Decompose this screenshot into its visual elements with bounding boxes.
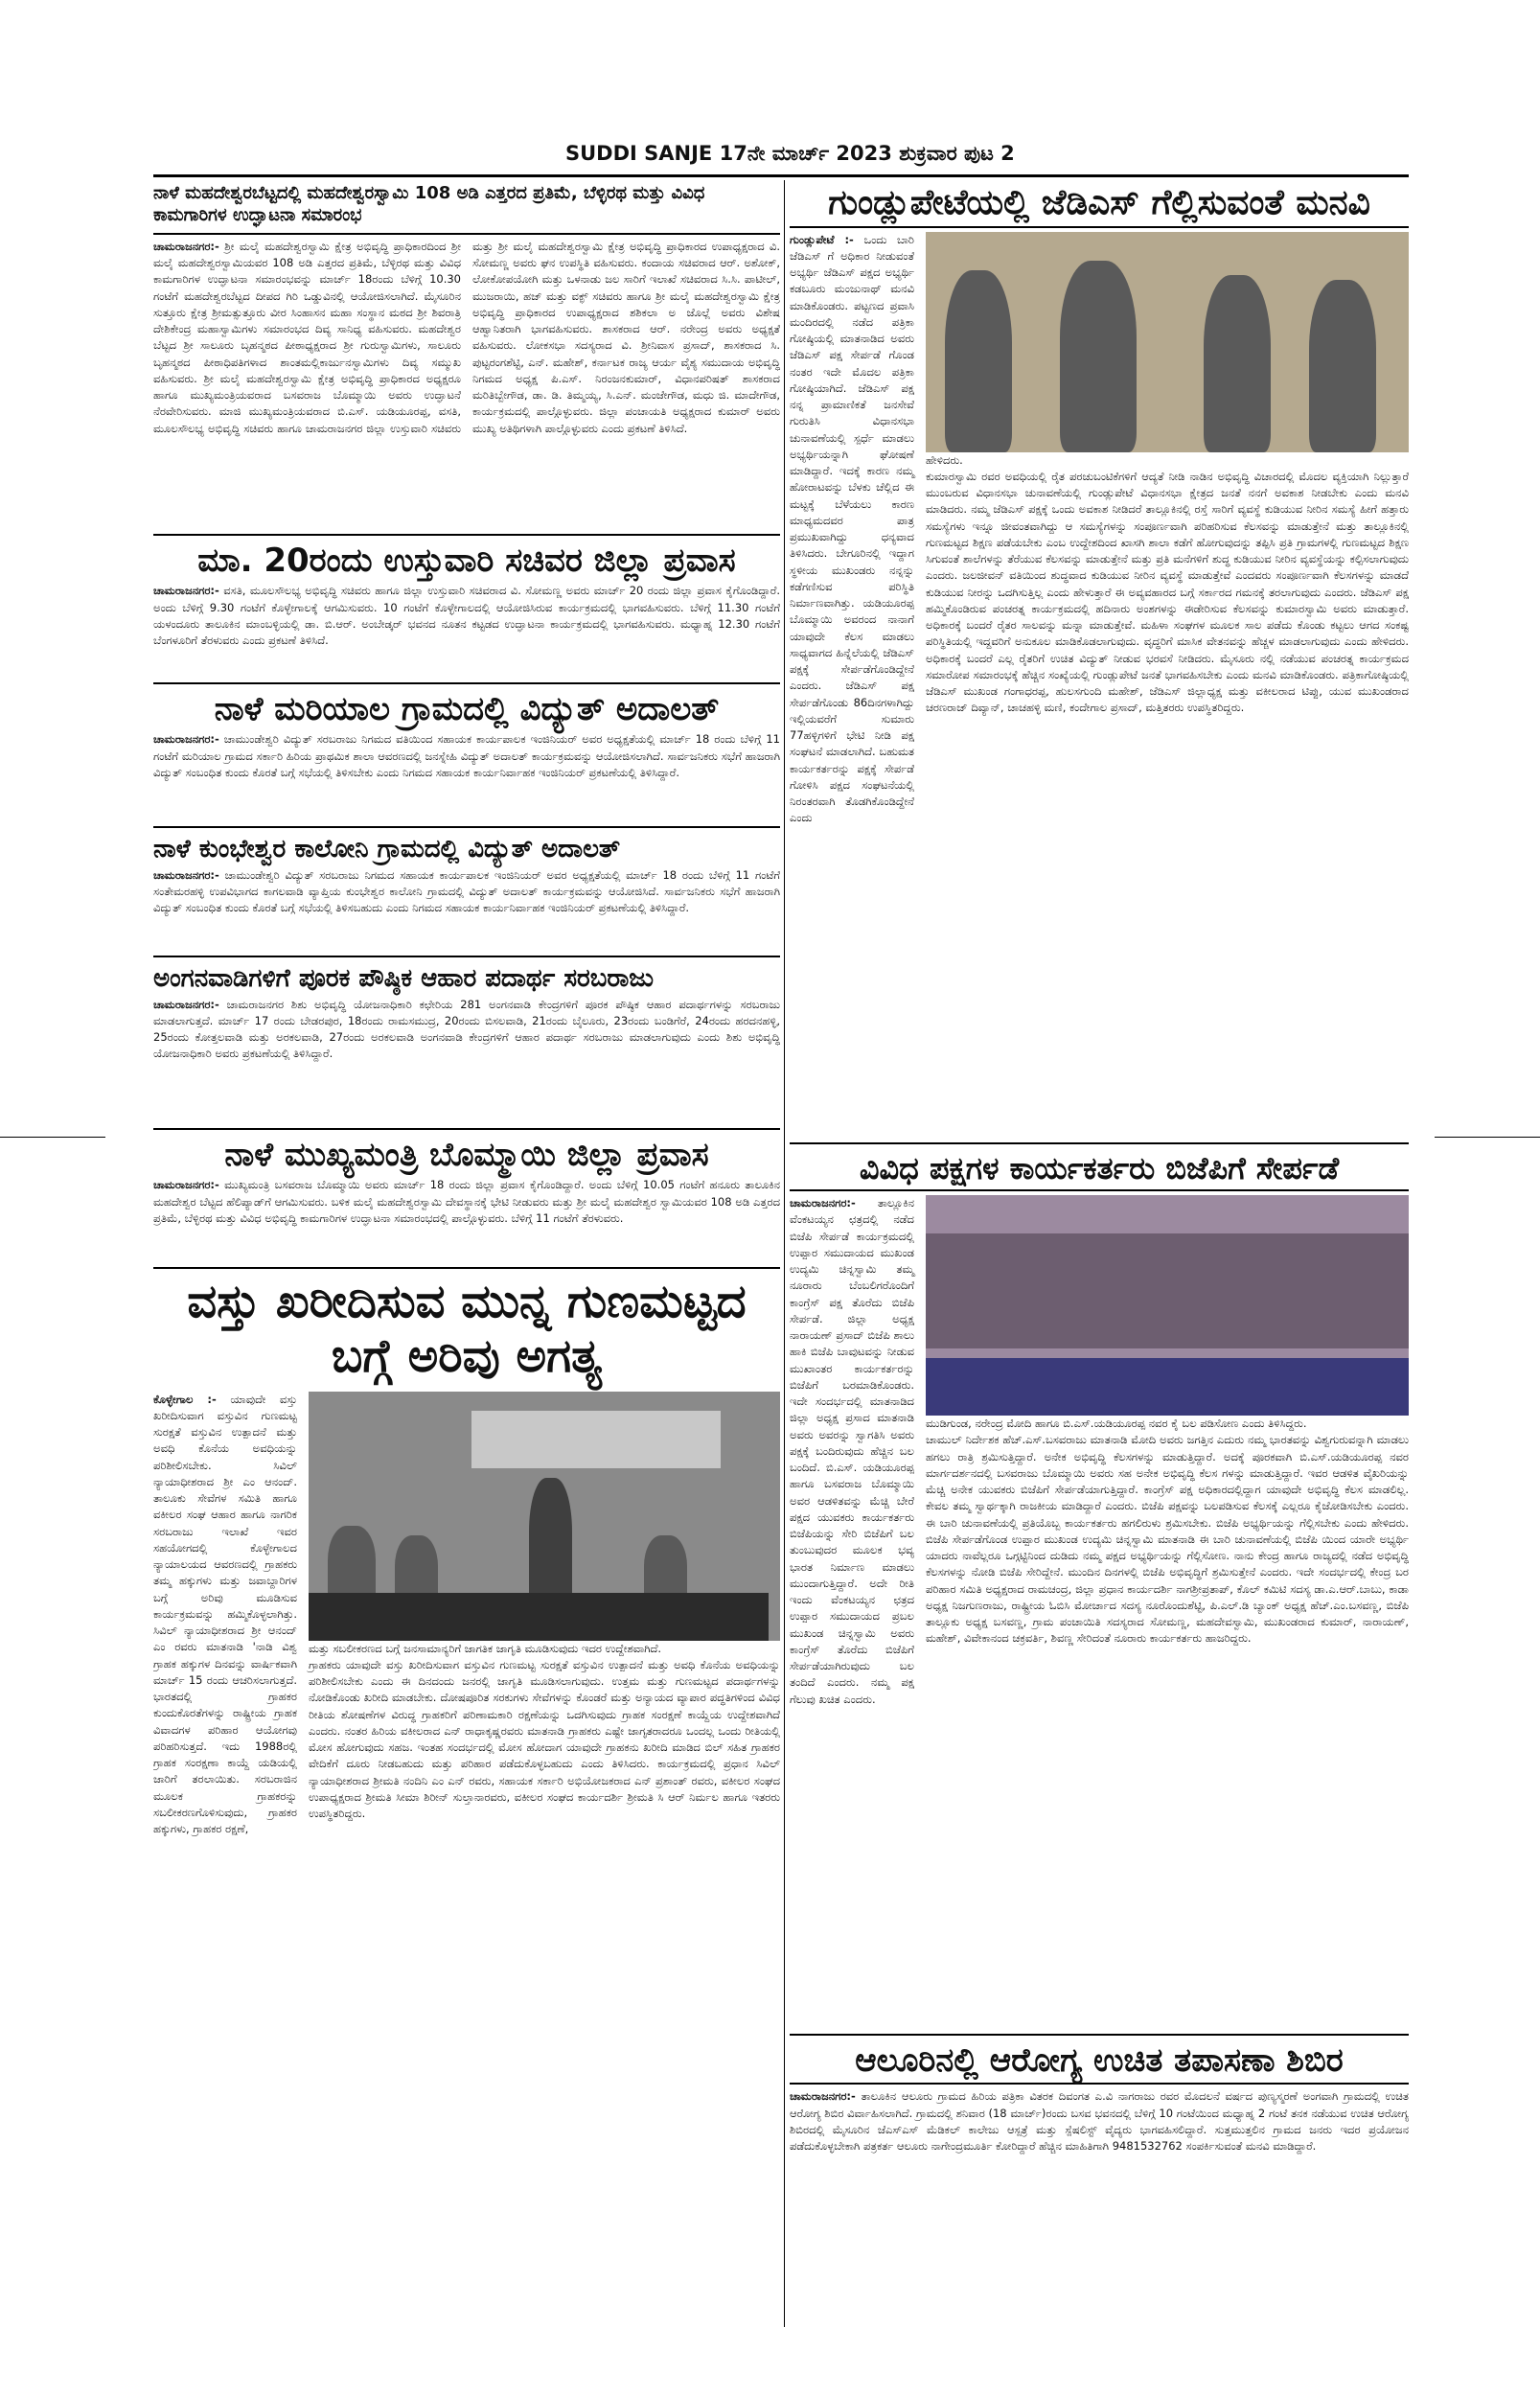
narrow-column [790,1195,914,1708]
top-rule [153,174,1409,177]
article-mahadeshwara [153,180,780,530]
newspaper-page [153,134,1409,2329]
person-shape [1204,275,1271,452]
article-headline: ಆಲೂರಿನಲ್ಲಿ ಆರೋಗ್ಯ ಉಚಿತ ತಪಾಸಣಾ ಶಿಬಿರ [855,2041,1344,2080]
divider [790,226,1409,228]
article-body [790,2088,1409,2154]
masthead-name: SUDDI SANJE [565,142,713,165]
dateline: ಕೊಳ್ಳೇಗಾಲ :- [153,1392,217,1406]
narrow-column [790,232,914,827]
article-anganwadi [153,961,780,1124]
article-body: ಗ್ರಾಹಕರು ಯಾವುದೇ ವಸ್ತು ಖರೀದಿಸುವಾಗ ವಸ್ತುವಿನ ಗುಣಮಟ್ಟ ಸುರಕ್ಷತೆ ವಸ್ತುವಿನ ಉತ್ಪಾದನೆ ಮತ್ತು ಅವಧಿ ಕೊನೆಯ ಅವಧಿಯನ್ನು ಪರಿಶೀಲಿಸಬೇಕು ಎಂದು ಈ ದಿನದಂದು ಜನರಲ್ಲಿ ಜಾಗೃತಿ ಮೂಡಿಸಲಾಗುವುದು. ಉತ್ತಮ ಮತ್ತು ಗುಣಮಟ್ಟದ ಪದಾರ್ಥಗಳನ್ನು ನೋಡಿಕೊಂಡು ಖರೀದಿ ಮಾಡಬೇಕು. ದೋಷಪೂರಿತ ಸರಕುಗಳು ಸೇವೆಗಳನ್ನು ಕೊಂಡರೆ ಮತ್ತು ಅನ್ಯಾಯದ ವ್ಯಾಪಾರ ಪದ್ಧತಿಗಳಿಂದ ವಿವಿಧ ರೀತಿಯ ಶೋಷಣೆಗಳ ವಿರುದ್ಧ ಗ್ರಾಹಕರಿಗೆ ಪರಿಣಾಮಕಾರಿ ರಕ್ಷಣೆಯನ್ನು ಒದಗಿಸುವುದು ಗ್ರಾಹಕ ಸಂರಕ್ಷಣೆ ಕಾಯ್ದೆಯ ಉದ್ದೇಶವಾಗಿದೆ ಎಂದರು. ನಂತರ ಹಿರಿಯ ವಕೀಲರಾದ ಎನ್ ರಾಧಾಕೃಷ್ಣರವರು ಮಾತನಾಡಿ ಗ್ರಾಹಕರು ಎಷ್ಟೇ ಜಾಗೃತರಾದರೂ ಒಂದಲ್ಲ ಒಂದು ರೀತಿಯಲ್ಲಿ ಮೋಸ ಹೋಗುವುದು ಸಹಜ. ಇಂತಹ ಸಂದರ್ಭದಲ್ಲಿ ಮೋಸ ಹೋದಾಗ ಯಾವುದೇ ಗ್ರಾಹಕನು ಖರೀದಿ ಮಾಡಿದ ಬಿಲ್ ಸಹಿತ ಗ್ರಾಹಕರ ವೇದಿಕೆಗೆ ದೂರು ನೀಡಬಹುದು ಮತ್ತು ಪರಿಹಾರ ಪಡೆದುಕೊಳ್ಳಬಹುದು ಎಂದು ತಿಳಿಸಿದರು. ಕಾರ್ಯಕ್ರಮದಲ್ಲಿ ಪ್ರಧಾನ ಸಿವಿಲ್ ನ್ಯಾಯಾಧೀಶರಾದ ಶ್ರೀಮತಿ ನಂದಿನಿ ಎಂ ಎನ್ ರವರು, ಸಹಾಯಕ ಸರ್ಕಾರಿ ಅಭಿಯೋಜಕರಾದ ಎನ್ ಪ್ರಶಾಂತ್ ರವರು, ವಕೀಲರ ಸಂಘದ ಉಪಾಧ್ಯಕ್ಷರಾದ ಶ್ರೀಮತಿ ಸೀಮಾ ಶಿರೀನ್ ಸುಲ್ತಾನಾರವರು, ವಕೀಲರ ಸಂಘದ ಕಾರ್ಯದರ್ಶಿ ಶ್ರೀಮತಿ ಸಿ ಆರ್ ನಿರ್ಮಲ ಹಾಗೂ ಇತರರು ಉಪಸ್ಥಿತರಿದ್ದರು. [309,1657,780,1821]
article-text: ಚಾಮುಂಡೇಶ್ವರಿ ವಿದ್ಯುತ್ ಸರಬರಾಜು ನಿಗಮದ ವತಿಯಿಂದ ಸಹಾಯಕ ಕಾರ್ಯಪಾಲಕ ಇಂಜಿನಿಯರ್ ಅವರ ಅಧ್ಯಕ್ಷತೆಯಲ್ಲಿ ಮಾರ್ಚ್ 18 ರಂದು ಬೆಳಿಗ್ಗೆ 11 ಗಂಟೆಗೆ ಮರಿಯಾಲ ಗ್ರಾಮದ ಸರ್ಕಾರಿ ಹಿರಿಯ ಪ್ರಾಥಮಿಕ ಶಾಲಾ ಆವರಣದಲ್ಲಿ ಜನಸ್ನೇಹಿ ವಿದ್ಯುತ್ ಅದಾಲತ್ ಕಾರ್ಯಕ್ರಮವನ್ನು ಆಯೋಜಿಸಲಾಗಿದೆ. ಸಾರ್ವಜನಿಕರು ಸಭೆಗೆ ಹಾಜರಾಗಿ ವಿದ್ಯುತ್ ಸಂಬಂಧಿತ ಕುಂದು ಕೊರತೆ ಬಗ್ಗೆ ಸಭೆಯಲ್ಲಿ ತಿಳಿಸಬೇಕು ಎಂದು ನಿಗಮದ ಸಹಾಯಕ ಕಾರ್ಯನಿರ್ವಾಹಕ ಇಂಜಿನಿಯರ್ ಪ್ರಕಟಣೆಯಲ್ಲಿ ತಿಳಿಸಿದ್ದಾರೆ. [153,732,780,779]
person-shape [1060,261,1137,452]
dateline: ಚಾಮರಾಜನಗರ:- [153,584,219,598]
article-body [153,731,780,781]
article-jds-appeal [790,180,1409,1139]
dateline: ಗುಂಡ್ಲುಪೇಟೆ :- [790,232,854,246]
floor-shape [926,1358,1409,1416]
person-shape [529,1478,572,1612]
article-minister-visit [153,540,780,679]
divider [153,233,780,235]
article-headline: ನಾಳೆ ಮುಖ್ಯಮಂತ್ರಿ ಬೊಮ್ಮಾಯಿ ಜಿಲ್ಲಾ ಪ್ರವಾಸ [224,1136,709,1174]
right-column [790,180,1409,2327]
article-body [153,867,780,917]
article-headline: ನಾಳೆ ಮಹದೇಶ್ವರಬೆಟ್ಟದಲ್ಲಿ ಮಹದೇಶ್ವರಸ್ವಾಮಿ 108 ಅಡಿ ಎತ್ತರದ ಪ್ರತಿಮೆ, ಬೆಳ್ಳಿರಥ ಮತ್ತು ವಿವಿಧ ಕಾಮಗಾರಿಗಳ ಉದ್ಘಾಟನಾ ಸಮಾರಂಭ [153,183,705,226]
divider [153,1128,780,1130]
person-shape [945,270,1012,452]
person-shape [1309,280,1376,452]
article-headline: ಅಂಗನವಾಡಿಗಳಿಗೆ ಪೂರಕ ಪೌಷ್ಠಿಕ ಆಹಾರ ಪದಾರ್ಥ ಸರಬರಾಜು [153,964,655,993]
wide-column [309,1392,780,1838]
article-body [153,583,780,649]
dateline: ಚಾಮರಾಜನಗರ:- [790,1196,856,1210]
article-headline: ಮಾ. 20ರಂದು ಉಸ್ತುವಾರಿ ಸಚಿವರ ಜಿಲ್ಲಾ ಪ್ರವಾಸ [197,541,736,580]
article-body [153,997,780,1063]
article-text: ಯಾವುದೇ ವಸ್ತು ಖರೀದಿಸುವಾಗ ವಸ್ತುವಿನ ಗುಣಮಟ್ಟ ಸುರಕ್ಷತೆ ವಸ್ತುವಿನ ಉತ್ಪಾದನೆ ಮತ್ತು ಅವಧಿ ಕೊನೆಯ ಅವಧಿಯನ್ನು ಪರಿಶೀಲಿಸಬೇಕು. ಸಿವಿಲ್ ನ್ಯಾಯಾಧೀಶರಾದ ಶ್ರೀ ಎಂ ಆನಂದ್. ತಾಲೂಕು ಸೇವೆಗಳ ಸಮಿತಿ ಹಾಗೂ ವಕೀಲರ ಸಂಘ ಆಹಾರ ಹಾಗೂ ನಾಗರಿಕ ಸರಬರಾಜು ಇಲಾಖೆ ಇವರ ಸಹಯೋಗದಲ್ಲಿ ಕೊಳ್ಳೇಗಾಲದ ನ್ಯಾಯಾಲಯದ ಆವರಣದಲ್ಲಿ ಗ್ರಾಹಕರು ತಮ್ಮ ಹಕ್ಕುಗಳು ಮತ್ತು ಜವಾಬ್ದಾರಿಗಳ ಬಗ್ಗೆ ಅರಿವು ಮೂಡಿಸುವ ಕಾರ್ಯಕ್ರಮವನ್ನು ಹಮ್ಮಿಕೊಳ್ಳಲಾಗಿತ್ತು. ಸಿವಿಲ್ ನ್ಯಾಯಾಧೀಶರಾದ ಶ್ರೀ ಆನಂದ್ ಎಂ ರವರು ಮಾತನಾಡಿ 'ನಾಡಿ ವಿಶ್ವ ಗ್ರಾಹಕ ಹಕ್ಕುಗಳ ದಿನವನ್ನು ವಾರ್ಷಿಕವಾಗಿ ಮಾರ್ಚ್ 15 ರಂದು ಆಚರಿಸಲಾಗುತ್ತದೆ. ಭಾರತದಲ್ಲಿ ಗ್ರಾಹಕರ ಕುಂದುಕೊರತೆಗಳನ್ನು ರಾಷ್ಟ್ರೀಯ ಗ್ರಾಹಕ ವಿವಾದಗಳ ಪರಿಹಾರ ಆಯೋಗವು ಪರಿಹರಿಸುತ್ತದೆ. ಇದು 1988ರಲ್ಲಿ ಗ್ರಾಹಕ ಸಂರಕ್ಷಣಾ ಕಾಯ್ದೆ ಯಡಿಯಲ್ಲಿ ಜಾರಿಗೆ ತರಲಾಯಿತು. ಸರಬರಾಜಿನ ಮೂಲಕ ಗ್ರಾಹಕರನ್ನು ಸಬಲೀಕರಣಗೊಳಿಸುವುದು, ಗ್ರಾಹಕರ ಹಕ್ಕುಗಳು, ಗ್ರಾಹಕರ ರಕ್ಷಣೆ, [153,1392,297,1836]
group-photo [926,1195,1409,1416]
dateline: ಚಾಮರಾಜನಗರ:- [153,1178,219,1192]
article-text: ಮುಖ್ಯಮಂತ್ರಿ ಬಸವರಾಜ ಬೊಮ್ಮಾಯಿ ಅವರು ಮಾರ್ಚ್ 18 ರಂದು ಜಿಲ್ಲಾ ಪ್ರವಾಸ ಕೈಗೊಂಡಿದ್ದಾರೆ. ಅಂದು ಬೆಳಿಗ್ಗೆ 10.05 ಗಂಟೆಗೆ ಹನೂರು ತಾಲೂಕಿನ ಮಹದೇಶ್ವರ ಬೆಟ್ಟದ ಹೆಲಿಪ್ಯಾಡ್‌ಗೆ ಆಗಮಿಸುವರು. ಬಳಿಕ ಮಲೈ ಮಹದೇಶ್ವರಸ್ವಾಮಿ ದೇವಸ್ಥಾನಕ್ಕೆ ಭೇಟಿ ನೀಡುವರು ಮತ್ತು ಶ್ರೀ ಮಲೈ ಮಹದೇಶ್ವರ ಸ್ವಾಮಿಯವರ 108 ಅಡಿ ಎತ್ತರದ ಪ್ರತಿಮೆ, ಬೆಳ್ಳಿರಥ ಮತ್ತು ವಿವಿಧ ಅಭಿವೃದ್ಧಿ ಕಾಮಗಾರಿಗಳ ಉದ್ಘಾಟನಾ ಸಮಾರಂಭದಲ್ಲಿ ಪಾಲ್ಗೊಳ್ಳುವರು. ಬೆಳಿಗ್ಗೆ 11 ಗಂಟೆಗೆ ತೆರಳುವರು. [153,1178,780,1225]
wide-column [926,1195,1409,1708]
article-text: ತಾಲೂಕಿನ ಆಲೂರು ಗ್ರಾಮದ ಹಿರಿಯ ಪತ್ರಿಕಾ ವಿತರಕ ದಿವಂಗತ ಎ.ವಿ ನಾಗರಾಜು ರವರ ಮೊದಲನೆ ವರ್ಷದ ಪುಣ್ಯಸ್ಮರಣೆ ಅಂಗವಾಗಿ ಗ್ರಾಮದಲ್ಲಿ ಉಚಿತ ಆರೋಗ್ಯ ಶಿಬಿರ ವಿರ್ವಾಹಿಸಲಾಗಿದೆ. ಗ್ರಾಮದಲ್ಲಿ ಶನಿವಾರ (18 ಮಾರ್ಚ್)ರಂದು ಬಸವ ಭವನದಲ್ಲಿ ಬೆಳಿಗ್ಗೆ 10 ಗಂಟೆಯಿಂದ ಮಧ್ಯಾಹ್ನ 2 ಗಂಟೆ ತನಕ ನಡೆಯುವ ಉಚಿತ ಆರೋಗ್ಯ ಶಿಬಿರದಲ್ಲಿ ಮೈಸೂರಿನ ಜೆಎಸ್‌ಎಸ್ ಮೆಡಿಕಲ್ ಕಾಲೇಜು ಆಸ್ಪತ್ರೆ ಮತ್ತು ಸ್ಪೆಷಲಿಸ್ಟ್ ವೈದ್ಯರು ಭಾಗವಹಿಸಲಿದ್ದಾರೆ. ಸುತ್ತಮುತ್ತಲಿನ ಗ್ರಾಮದ ಜನರು ಇದರ ಪ್ರಯೋಜನ ಪಡೆದುಕೊಳ್ಳಬೇಕಾಗಿ ಪತ್ರಕರ್ತ ಆಲೂರು ನಾಗೇಂದ್ರಮೂರ್ತಿ ಕೋರಿದ್ದಾರೆ ಹೆಚ್ಚಿನ ಮಾಹಿತಿಗಾಗಿ 9481532762 ಸಂಪರ್ಕಿಸುವಂತೆ ಮನವಿ ಮಾಡಿದ್ದಾರೆ. [790,2089,1409,2154]
dateline: ಚಾಮರಾಜನಗರ:- [790,2089,856,2104]
dateline: ಚಾಮರಾಜನಗರ:- [153,997,219,1011]
left-column [153,180,780,2327]
table-shape [309,1593,769,1641]
divider [790,1142,1409,1144]
wide-column [926,232,1409,827]
divider [153,1267,780,1269]
photo-caption: ಮುಡಿಗುಂಡ, ನರೇಂದ್ರ ಮೋದಿ ಹಾಗೂ ಬಿ.ಎಸ್.ಯಡಿಯೂರಪ್ಪ ನವರ ಕೈ ಬಲ ಪಡಿಸೋಣ ಎಂದು ತಿಳಿಸಿದ್ದರು. [926,1417,1307,1431]
article-bjp-joining [790,1148,1409,2030]
article-mariyala-adalat [153,688,780,822]
article-kumbeshwara-adalat [153,832,780,952]
article-headline: ವಿವಿಧ ಪಕ್ಷಗಳ ಕಾರ್ಯಕರ್ತರು ಬಿಜೆಪಿಗೆ ಸೇರ್ಪಡೆ [859,1150,1340,1186]
article-body-split [790,1195,1409,1708]
divider [790,2034,1409,2036]
masthead-date-line: 17ನೇ ಮಾರ್ಚ್ 2023 ಶುಕ್ರವಾರ ಪುಟ 2 [719,142,1015,165]
photo-caption: ಮತ್ತು ಸಬಲೀಕರಣದ ಬಗ್ಗೆ ಜನಸಾಮಾನ್ಯರಿಗೆ ಜಾಗತಿಕ ಜಾಗೃತಿ ಮೂಡಿಸುವುದು ಇದರ ಉದ್ದೇಶವಾಗಿದೆ. [309,1641,662,1655]
article-text: ಶ್ರೀ ಮಲೈ ಮಹದೇಶ್ವರಸ್ವಾಮಿ ಕ್ಷೇತ್ರ ಅಭಿವೃದ್ಧಿ ಪ್ರಾಧಿಕಾರದಿಂದ ಶ್ರೀ ಮಲೈ ಮಹದೇಶ್ವರಸ್ವಾಮಿಯವರ 108 ಅಡಿ ಎತ್ತರದ ಪ್ರತಿಮೆ, ಬೆಳ್ಳಿರಥ ಮತ್ತು ವಿವಿಧ ಕಾಮಗಾರಿಗಳ ಉದ್ಘಾಟನಾ ಸಮಾರಂಭವನ್ನು ಮಾರ್ಚ್ 18ರಂದು ಬೆಳಿಗ್ಗೆ 10.30 ಗಂಟೆಗೆ ಮಹದೇಶ್ವರಬೆಟ್ಟದ ದೀಪದ ಗಿರಿ ಒಡ್ಡುವಿನಲ್ಲಿ ಆಯೋಜಿಸಲಾಗಿದೆ. ಮೈಸೂರಿನ ಸುತ್ತೂರು ಕ್ಷೇತ್ರ ಶ್ರೀಮತ್ಸುತ್ತೂರು ವೀರ ಸಿಂಹಾಸನ ಮಹಾ ಸಂಸ್ಥಾನ ಮಠದ ಶ್ರೀ ಶಿವರಾತ್ರಿ ದೇಶಿಕೇಂದ್ರ ಮಹಾಸ್ವಾಮಿಗಳು ಸಮಾರಂಭದ ದಿವ್ಯ ಸಾನಿಧ್ಯ ವಹಿಸುವರು. ಮಹದೇಶ್ವರ ಬೆಟ್ಟದ ಶ್ರೀ ಸಾಲೂರು ಬೃಹನ್ಮಠದ ಪೀಠಾಧ್ಯಕ್ಷರಾದ ಶ್ರೀ ಗುರುಸ್ವಾಮಿಗಳು, ಸಾಲೂರು ಬೃಹನ್ಮಠದ ಪೀಠಾಧಿಪತಿಗಳಾದ ಶಾಂತಮಲ್ಲಿಕಾರ್ಜುನಸ್ವಾಮಿಗಳು ದಿವ್ಯ ಸಮ್ಮುಖ ವಹಿಸುವರು. ಶ್ರೀ ಮಲೈ ಮಹದೇಶ್ವರಸ್ವಾಮಿ ಕ್ಷೇತ್ರ ಅಭಿವೃದ್ಧಿ ಪ್ರಾಧಿಕಾರದ ಅಧ್ಯಕ್ಷರೂ ಹಾಗೂ ಮುಖ್ಯಮಂತ್ರಿಯವರಾದ ಬಸವರಾಜ ಬೊಮ್ಮಾಯಿ ಅವರು ಉದ್ಘಾಟನೆ ನೆರವೇರಿಸುವರು. ಮಾಜಿ ಮುಖ್ಯಮಂತ್ರಿಯವರಾದ ಬಿ.ಎಸ್. ಯಡಿಯೂರಪ್ಪ, ವಸತಿ, ಮೂಲಸೌಲಭ್ಯ ಅಭಿವೃದ್ಧಿ ಸಚಿವರು ಹಾಗೂ ಚಾಮರಾಜನಗರ ಜಿಲ್ಲಾ ಉಸ್ತುವಾರಿ ಸಚಿವರು ಮತ್ತು ಶ್ರೀ ಮಲೈ ಮಹದೇಶ್ವರಸ್ವಾಮಿ ಕ್ಷೇತ್ರ ಅಭಿವೃದ್ಧಿ ಪ್ರಾಧಿಕಾರದ ಉಪಾಧ್ಯಕ್ಷರಾದ ವಿ. ಸೋಮಣ್ಣ ಅವರು ಘನ ಉಪಸ್ಥಿತಿ ವಹಿಸುವರು. ಕಂದಾಯ ಸಚಿವರಾದ ಆರ್. ಅಶೋಕ್, ಲೋಕೋಪಯೋಗಿ ಮತ್ತು ಒಳನಾಡು ಜಲ ಸಾರಿಗೆ ಇಲಾಖೆ ಸಚಿವರಾದ ಸಿ.ಸಿ. ಪಾಟೀಲ್, ಮುಜರಾಯಿ, ಹಜ್ ಮತ್ತು ವಕ್ಫ್ ಸಚಿವರು ಹಾಗೂ ಶ್ರೀ ಮಲೈ ಮಹದೇಶ್ವರಸ್ವಾಮಿ ಕ್ಷೇತ್ರ ಅಭಿವೃದ್ಧಿ ಪ್ರಾಧಿಕಾರದ ಉಪಾಧ್ಯಕ್ಷರಾದ ಶಶಿಕಲಾ ಅ ಜೊಲ್ಲೆ ಅವರು ವಿಶೇಷ ಆಹ್ವಾನಿತರಾಗಿ ಭಾಗವಹಿಸುವರು. ಶಾಸಕರಾದ ಆರ್. ನರೇಂದ್ರ ಅವರು ಅಧ್ಯಕ್ಷತೆ ವಹಿಸುವರು. ಲೋಕಸಭಾ ಸದಸ್ಯರಾದ ವಿ. ಶ್ರೀನಿವಾಸ ಪ್ರಸಾದ್, ಶಾಸಕರಾದ ಸಿ. ಪುಟ್ಟರಂಗಶೆಟ್ಟಿ, ಎನ್. ಮಹೇಶ್, ಕರ್ನಾಟಕ ರಾಜ್ಯ ಆರ್ಯ ವೈಶ್ಯ ಸಮುದಾಯ ಅಭಿವೃದ್ಧಿ ನಿಗಮದ ಅಧ್ಯಕ್ಷ ಪಿ.ಎಸ್. ನಿರಂಜನಕುಮಾರ್, ವಿಧಾನಪರಿಷತ್ ಶಾಸಕರಾದ ಮರಿತಿಬ್ಬೇಗೌಡ, ಡಾ. ಡಿ. ತಿಮ್ಮಯ್ಯ, ಸಿ.ಎನ್. ಮಂಜೇಗೌಡ, ಮಧು ಜಿ. ಮಾದೇಗೌಡ, ಕಾರ್ಯಕ್ರಮದಲ್ಲಿ ಪಾಲ್ಗೊಳ್ಳುವರು. ಜಿಲ್ಲಾ ಪಂಚಾಯತಿ ಅಧ್ಯಕ್ಷರಾದ ಕುಮಾರ್ ಅವರು ಮುಖ್ಯ ಅತಿಥಿಗಳಾಗಿ ಪಾಲ್ಗೊಳ್ಳುವರು ಎಂದು ಪ್ರಕಟಣೆ ತಿಳಿಸಿದೆ. [153,239,780,435]
article-consumer-awareness [153,1273,780,2289]
article-headline: ಗುಂಡ್ಲುಪೇಟೆಯಲ್ಲಿ ಜೆಡಿಎಸ್ ಗೆಲ್ಲಿಸುವಂತೆ ಮನವಿ [828,183,1370,222]
narrow-column [153,1392,297,1838]
article-text: ವಸತಿ, ಮೂಲಸೌಲಭ್ಯ ಅಭಿವೃದ್ಧಿ ಸಚಿವರು ಹಾಗೂ ಜಿಲ್ಲಾ ಉಸ್ತುವಾರಿ ಸಚಿವರಾದ ವಿ. ಸೋಮಣ್ಣ ಅವರು ಮಾರ್ಚ್ 20 ರಂದು ಜಿಲ್ಲಾ ಪ್ರವಾಸ ಕೈಗೊಂಡಿದ್ದಾರೆ. ಅಂದು ಬೆಳಿಗ್ಗೆ 9.30 ಗಂಟೆಗೆ ಕೊಳ್ಳೇಗಾಲಕ್ಕೆ ಆಗಮಿಸುವರು. 10 ಗಂಟೆಗೆ ಕೊಳ್ಳೇಗಾಲದಲ್ಲಿ ಆಯೋಜಿಸಿರುವ ಕಾರ್ಯಕ್ರಮದಲ್ಲಿ ಭಾಗವಹಿಸುವರು. ಬೆಳಿಗ್ಗೆ 11.30 ಗಂಟೆಗೆ ಯಳಂದೂರು ತಾಲೂಕಿನ ಮಾಂಬಳ್ಳಿಯಲ್ಲಿ ಡಾ. ಬಿ.ಆರ್. ಅಂಬೇಡ್ಕರ್ ಭವನದ ನೂತನ ಕಟ್ಟಡದ ಉದ್ಘಾಟನಾ ಕಾರ್ಯಕ್ರಮದಲ್ಲಿ ಭಾಗವಹಿಸುವರು. ಮಧ್ಯಾಹ್ನ 12.30 ಗಂಟೆಗೆ ಬೆಂಗಳೂರಿಗೆ ತೆರಳುವರು ಎಂದು ಪ್ರಕಟಣೆ ತಿಳಿಸಿದೆ. [153,584,780,648]
article-text: ಒಂದು ಬಾರಿ ಜೆಡಿಎಸ್ ಗೆ ಅಧಿಕಾರ ನೀಡುವಂತೆ ಅಭ್ಯರ್ಥಿ ಜೆಡಿಎಸ್ ಪಕ್ಷದ ಅಭ್ಯರ್ಥಿ ಕಡಬೂರು ಮಂಜುನಾಥ್ ಮನವಿ ಮಾಡಿಕೊಂಡರು. ಪಟ್ಟಣದ ಪ್ರವಾಸಿ ಮಂದಿರದಲ್ಲಿ ನಡೆದ ಪತ್ರಿಕಾ ಗೋಷ್ಠಿಯಲ್ಲಿ ಮಾತನಾಡಿದ ಅವರು ಜೆಡಿಎಸ್ ಪಕ್ಷ ಸೇರ್ಪಡೆ ಗೊಂಡ ನಂತರ ಇದೇ ಮೊದಲ ಪತ್ರಿಕಾ ಗೋಷ್ಠಿಯಾಗಿದೆ. ಜೆಡಿಎಸ್ ಪಕ್ಷ ನನ್ನ ಪ್ರಾಮಾಣಿಕತೆ ಜನಸೇವೆ ಗುರುತಿಸಿ ವಿಧಾನಸಭಾ ಚುನಾವಣೆಯಲ್ಲಿ ಸ್ಪರ್ಧೆ ಮಾಡಲು ಅಭ್ಯರ್ಥಿಯನ್ನಾಗಿ ಘೋಷಣೆ ಮಾಡಿದ್ದಾರೆ. ಇದಕ್ಕೆ ಕಾರಣ ನಮ್ಮ ಹೋರಾಟವನ್ನು ಬೆಳಕು ಚೆಲ್ಲಿದ ಈ ಮಟ್ಟಕ್ಕೆ ಬೆಳೆಯಲು ಕಾರಣ ಮಾಧ್ಯಮದವರ ಪಾತ್ರ ಪ್ರಮುಖವಾಗಿದ್ದು ಧನ್ಯವಾದ ತಿಳಿಸಿದರು. ಬೇಗೂರಿನಲ್ಲಿ ಇದ್ದಾಗ ಸ್ಥಳೀಯ ಮುಖಂಡರು ನನ್ನನ್ನು ಕಡೆಗಣಿಸುವ ಪರಿಸ್ಥಿತಿ ನಿರ್ಮಾಣವಾಗಿತ್ತು. ಯಡಿಯೂರಪ್ಪ ಬೊಮ್ಮಾಯಿ ಅವರಂದ ನಾನಾಗೆ ಯಾವುದೇ ಕೆಲಸ ಮಾಡಲು ಸಾಧ್ಯವಾಗದ ಹಿನ್ನೆಲೆಯಲ್ಲಿ ಜೆಡಿಎಸ್ ಪಕ್ಷಕ್ಕೆ ಸೇರ್ಪಡೆಗೊಂಡಿದ್ದೇನೆ ಎಂದರು. ಜೆಡಿಎಸ್ ಪಕ್ಷ ಸೇರ್ಪಡೆಗೊಂಡು 86ದಿನಗಳಾಗಿದ್ದು ಇಲ್ಲಿಯವರೆಗೆ ಸುಮಾರು 77ಹಳ್ಳಿಗಳಿಗೆ ಭೇಟಿ ನೀಡಿ ಪಕ್ಷ ಸಂಘಟನೆ ಮಾಡಲಾಗಿದೆ. ಬಹುಮತ ಕಾರ್ಯಕರ್ತರನ್ನು ಪಕ್ಷಕ್ಕೆ ಸೇರ್ಪಡೆ ಗೋಳಿಸಿ ಪಕ್ಷದ ಸಂಘಟನೆಯಲ್ಲಿ ನಿರಂತರವಾಗಿ ತೊಡಗಿಕೊಂಡಿದ್ದೇನೆ ಎಂದು [790,232,914,825]
article-headline: ನಾಳೆ ಮರಿಯಾಲ ಗ್ರಾಮದಲ್ಲಿ ವಿದ್ಯುತ್ ಅದಾಲತ್ [214,690,720,728]
crowd-shape [926,1233,1409,1348]
article-body-split [153,1392,780,1838]
article-text: ತಾಲ್ಲೂಕಿನ ವೆಂಕಟಯ್ಯನ ಛತ್ರದಲ್ಲಿ ನಡೆದ ಬಿಜೆಪಿ ಸೇರ್ಪಡೆ ಕಾರ್ಯಕ್ರಮದಲ್ಲಿ ಉಪ್ಪಾರ ಸಮುದಾಯದ ಮುಖಂಡ ಉದ್ಯಮಿ ಚಿನ್ನಸ್ವಾಮಿ ತಮ್ಮ ನೂರಾರು ಬೆಂಬಲಿಗರೊಂದಿಗೆ ಕಾಂಗ್ರೆಸ್ ಪಕ್ಷ ತೊರೆದು ಬಿಜೆಪಿ ಸೇರ್ಪಡೆ. ಜಿಲ್ಲಾ ಅಧ್ಯಕ್ಷ ನಾರಾಯಣ್ ಪ್ರಸಾದ್ ಬಿಜೆಪಿ ಶಾಲು ಹಾಕಿ ಬಿಜೆಪಿ ಬಾವುಟವನ್ನು ನೀಡುವ ಮುಖಾಂತರ ಕಾರ್ಯಕರ್ತರನ್ನು ಬಿಜೆಪಿಗೆ ಬರಮಾಡಿಕೊಂಡರು. ಇದೇ ಸಂದರ್ಭದಲ್ಲಿ ಮಾತನಾಡಿದ ಜಿಲ್ಲಾ ಅಧ್ಯಕ್ಷ ಪ್ರಸಾದ ಮಾತನಾಡಿ ಅವರು ಅವರನ್ನು ಸ್ವಾಗತಿಸಿ ಅವರು ಪಕ್ಷಕ್ಕೆ ಬಂದಿರುವುದು ಹೆಚ್ಚಿನ ಬಲ ಬಂದಿದೆ. ಬಿ.ಎಸ್. ಯಡಿಯೂರಪ್ಪ ಹಾಗೂ ಬಸವರಾಜ ಬೊಮ್ಮಾಯಿ ಅವರ ಆಡಳಿತವನ್ನು ಮೆಚ್ಚಿ ಬೇರೆ ಪಕ್ಷದ ಯುವಕರು ಕಾರ್ಯಕರ್ತರು ಬಿಜೆಪಿಯನ್ನು ಸೇರಿ ಬಿಜೆಪಿಗೆ ಬಲ ತುಂಬುವುದರ ಮೂಲಕ ಭವ್ಯ ಭಾರತ ನಿರ್ಮಾಣ ಮಾಡಲು ಮುಂದಾಗುತ್ತಿದ್ದಾರೆ. ಅದೇ ರೀತಿ ಇಂದು ವೆಂಕಟಯ್ಯನ ಛತ್ರದ ಉಪ್ಪಾರ ಸಮುದಾಯದ ಪ್ರಬಲ ಮುಖಂಡ ಚಿನ್ನಸ್ವಾಮಿ ಅವರು ಕಾಂಗ್ರೆಸ್ ತೊರೆದು ಬಿಜೆಪಿಗೆ ಸೇರ್ಪಡೆಯಾಗಿರುವುದು ಬಲ ತಂದಿದೆ ಎಂದರು. ನಮ್ಮ ಪಕ್ಷ ಗೆಲುವು ಖಚಿತ ಎಂದರು. [790,1196,914,1706]
article-health-camp [790,2039,1409,2327]
article-headline-line1: ವಸ್ತು ಖರೀದಿಸುವ ಮುನ್ನ ಗುಣಮಟ್ಟದ [187,1275,747,1328]
press-meet-photo [926,232,1409,452]
divider [153,534,780,536]
divider [153,956,780,957]
right-margin-rule [1435,1137,1540,1138]
event-photo [309,1392,780,1641]
article-body-split [790,232,1409,827]
article-text: ಚಾಮರಾಜನಗರ ಶಿಶು ಅಭಿವೃದ್ಧಿ ಯೋಜನಾಧಿಕಾರಿ ಕಛೇರಿಯ 281 ಅಂಗನವಾಡಿ ಕೇಂದ್ರಗಳಿಗೆ ಪೂರಕ ಪೌಷ್ಠಿಕ ಆಹಾರ ಪದಾರ್ಥಗಳನ್ನು ಸರಬರಾಜು ಮಾಡಲಾಗುತ್ತದೆ. ಮಾರ್ಚ್ 17 ರಂದು ಬೇಡರಪುರ, 18ರಂದು ರಾಮಸಮುದ್ರ, 20ರಂದು ಬಿಸಲವಾಡಿ, 21ರಂದು ಬೈಲೂರು, 23ರಂದು ಬಂಡಿಗೆರೆ, 24ರಂದು ಹರದನಹಳ್ಳಿ, 25ರಂದು ಕೋತ್ತಲವಾಡಿ ಮತ್ತು ಅರಕಲವಾಡಿ, 27ರಂದು ಅರಕಲವಾಡಿ ಅಂಗನವಾಡಿ ಕೇಂದ್ರಗಳಿಗೆ ಆಹಾರ ಪದಾರ್ಥ ಸರಬರಾಜು ಮಾಡಲಾಗುವುದು ಎಂದು ಶಿಶು ಅಭಿವೃದ್ಧಿ ಯೋಜನಾಧಿಕಾರಿ ಅವರು ಪ್ರಕಟಣೆಯಲ್ಲಿ ತಿಳಿಸಿದ್ದಾರೆ. [153,997,780,1061]
divider [153,826,780,828]
article-body: ಕುಮಾರಸ್ವಾಮಿ ರವರ ಅವಧಿಯಲ್ಲಿ ರೈತ ಪರಚುಬಂಟಿಕೆಗಳಿಗೆ ಆದ್ಯತೆ ನೀಡಿ ನಾಡಿನ ಅಭಿವೃದ್ಧಿ ವಿಚಾರದಲ್ಲಿ ಮೊದಲ ವ್ಯಕ್ತಿಯಾಗಿ ನಿಲ್ಲುತ್ತಾರೆ ಮುಂಬರುವ ವಿಧಾನಸಭಾ ಚುನಾವಣೆಯಲ್ಲಿ ಗುಂಡ್ಲುಪೇಟೆ ವಿಧಾನಸಭಾ ಕ್ಷೇತ್ರದ ಜನತೆ ನನಗೆ ಅವಕಾಶ ನೀಡಬೇಕು ಎಂದು ಮನವಿ ಮಾಡಿದರು. ನಮ್ಮ ಜೆಡಿಎಸ್ ಪಕ್ಷಕ್ಕೆ ಒಂದು ಅವಕಾಶ ನೀಡಿದರೆ ತಾಲ್ಲೂಕಿನಲ್ಲಿ ರಸ್ತೆ ಸಾರಿಗೆ ವ್ಯವಸ್ಥೆ ಕುಡಿಯುವ ನೀರಿನ ಸಮಸ್ಯೆ ಹೀಗೆ ಹತ್ತಾರು ಸಮಸ್ಯೆಗಳು ಇನ್ನೂ ಜೀವಂತವಾಗಿದ್ದು ಆ ಸಮಸ್ಯೆಗಳನ್ನು ಸಂಪೂರ್ಣವಾಗಿ ಪರಿಹರಿಸುವ ಕೆಲಸವನ್ನು ಮಾಡುತ್ತೇನೆ ಮತ್ತು ತಾಲ್ಲೂಕಿನಲ್ಲಿ ಗುಣಮಟ್ಟದ ಶಿಕ್ಷಣ ಪಡೆಯಬೇಕು ಎಂಬ ಉದ್ದೇಶದಿಂದ ಖಾಸಗಿ ಶಾಲಾ ಕಡೆಗೆ ಹೋಗುವುದನ್ನು ತಪ್ಪಿಸಿ ಪ್ರತಿ ಗ್ರಾಮಗಳಲ್ಲಿ ಗುಣಮಟ್ಟದ ಶಿಕ್ಷಣ ಸಿಗುವಂತೆ ಶಾಲೆಗಳನ್ನು ತೆರೆಯುವ ಕೆಲಸವನ್ನು ಮಾಡುತ್ತೇನೆ ಮತ್ತು ಪ್ರತಿ ಮನೆಗಳಿಗೆ ಶುದ್ಧ ಕುಡಿಯುವ ನೀರಿನ ವ್ಯವಸ್ಥೆಯನ್ನು ಕಲ್ಪಿಸಲಾಗುವುದು ಎಂದರು. ಜಲಜೀವನ್ ವತಿಯಿಂದ ಶುದ್ಧವಾದ ಕುಡಿಯುವ ನೀರಿನ ವ್ಯವಸ್ಥೆ ಮಾಡುತ್ತೇವೆ ಎಂದವರು ಸಂಪೂರ್ಣವಾಗಿ ಕೆಲಸಗಳನ್ನು ಮಾಡದೆ ಕುಡಿಯುವ ನೀರನ್ನು ಒದಗಿಸುತ್ತಿಲ್ಲ ಎಂದು ಹೇಳುತ್ತಾರೆ ಈ ಅವ್ಯವಹಾರದ ಬಗ್ಗೆ ಸರ್ಕಾರದ ಗಮನಕ್ಕೆ ತರಲಾಗುವುದು ಎಂದರು. ಜೆಡಿಎಸ್ ಪಕ್ಷ ಹಮ್ಮಿಕೊಂಡಿರುವ ಪಂಚರತ್ನ ಕಾರ್ಯಕ್ರಮದಲ್ಲಿ ಹದಿನಾರು ಅಂಶಗಳನ್ನು ಈಡೇರಿಸುವ ಕೆಲಸವನ್ನು ಕುಮಾರಸ್ವಾಮಿ ಅವರು ಮಾಡುತ್ತಾರೆ. ಅಧಿಕಾರಕ್ಕೆ ಬಂದರೆ ರೈತರ ಸಾಲವನ್ನು ಮನ್ನಾ ಮಾಡುತ್ತೇವೆ. ಮಹಿಳಾ ಸಂಘಗಳ ಮೂಲಕ ಸಾಲ ಪಡೆದು ಕೊಂಡು ಕಟ್ಟಲು ಆಗದ ಸಂಕಷ್ಟ ಪರಿಸ್ಥಿತಿಯಲ್ಲಿ ಇದ್ದವರಿಗೆ ಅನುಕೂಲ ಮಾಡಿಕೊಡಲಾಗುವುದು. ವೃದ್ಧರಿಗೆ ಮಾಸಿಕ ವೇತನವನ್ನು ಹೆಚ್ಚಳ ಮಾಡಲಾಗುವುದು ಎಂದು ಹೇಳಿದರು. ಅಧಿಕಾರಕ್ಕೆ ಬಂದರೆ ಎಲ್ಲ ರೈತರಿಗೆ ಉಚಿತ ವಿದ್ಯುತ್ ನೀಡುವ ಭರವಸೆ ನೀಡಿದರು. ಮೈಸೂರು ನಲ್ಲಿ ನಡೆಯುವ ಪಂಚರತ್ನ ಕಾರ್ಯಕ್ರಮದ ಸಮಾರೋಪ ಸಮಾರಂಭಕ್ಕೆ ಹೆಚ್ಚಿನ ಸಂಖ್ಯೆಯಲ್ಲಿ ಗುಂಡ್ಲುಪೇಟೆ ಜನತೆ ಭಾಗವಹಿಸಬೇಕು ಎಂದು ಮನವಿ ಮಾಡಿಕೊಂಡರು. ಪತ್ರಿಕಾಗೋಷ್ಠಿಯಲ್ಲಿ ಜೆಡಿಎಸ್ ಮುಖಂಡ ಗಂಗಾಧರಪ್ಪ, ಹುಲಸಗುಂದಿ ಮಹೇಶ್, ಜೆಡಿಎಸ್ ಜಿಲ್ಲಾಧ್ಯಕ್ಷ ಮತ್ತು ವಕೀಲರಾದ ಟಿಪ್ಪು, ಯುವ ಮುಖಂಡರಾದ ಚರಣರಾಜ್ ದಿವ್ಯಾನ್, ಚಾಚಹಳ್ಳಿ ಮಣಿ, ಕಂದೇಗಾಲ ಪ್ರಸಾದ್, ಮತ್ತಿತರರು ಉಪಸ್ಥಿತರಿದ್ದರು. [926,469,1409,715]
dateline: ಚಾಮರಾಜನಗರ:- [153,239,219,253]
article-headline: ನಾಳೆ ಕುಂಭೇಶ್ವರ ಕಾಲೋನಿ ಗ್ರಾಮದಲ್ಲಿ ವಿದ್ಯುತ್ ಅದಾಲತ್ [153,835,621,864]
article-cm-visit [153,1134,780,1263]
photo-caption: ಹೇಳಿದರು. [926,452,963,467]
article-body [153,239,780,437]
article-body: ಚಾಮುಲ್ ನಿರ್ದೇಶಕ ಹೆಚ್.ಎಸ್.ಬಸವರಾಜು ಮಾತನಾಡಿ ಮೋದಿ ಅವರು ಜಗತ್ತಿನ ಎದುರು ನಮ್ಮ ಭಾರತವನ್ನು ವಿಶ್ವಗುರುವನ್ನಾಗಿ ಮಾಡಲು ಹಗಲು ರಾತ್ರಿ ಶ್ರಮಿಸುತ್ತಿದ್ದಾರೆ. ಅನೇಕ ಅಭಿವೃದ್ಧಿ ಕೆಲಸಗಳನ್ನು ಮಾಡುತ್ತಿದ್ದಾರೆ. ಅದಕ್ಕೆ ಪೂರಕವಾಗಿ ಬಿ.ಎಸ್.ಯಡಿಯೂರಪ್ಪ ನವರ ಮಾರ್ಗದರ್ಶನದಲ್ಲಿ ಬಸವರಾಜು ಬೊಮ್ಮಾಯಿ ಅವರು ಸಹ ಅನೇಕ ಅಭಿವೃದ್ಧಿ ಕೆಲಸ ಗಳನ್ನು ಮಾಡುತ್ತಿದ್ದಾರೆ. ಇವರ ಆಡಳಿತ ವೈಖರಿಯನ್ನು ಮೆಚ್ಚಿ ಅನೇಕ ಯುವಕರು ಬಿಜೆಪಿಗೆ ಸೇರ್ಪಡೆಯಾಗುತ್ತಿದ್ದಾರೆ. ಕಾಂಗ್ರೆಸ್ ಪಕ್ಷ ಅಧಿಕಾರದಲ್ಲಿದ್ದಾಗ ಯಾವುದೇ ಅಭಿವೃದ್ಧಿ ಕೆಲಸ ಮಾಡಲಿಲ್ಲ. ಕೇವಲ ತಮ್ಮ ಸ್ವಾರ್ಥಕ್ಕಾಗಿ ರಾಜಕೀಯ ಮಾಡಿದ್ದಾರೆ ಎಂದರು. ಬಿಜೆಪಿ ಪಕ್ಷವನ್ನು ಬಲಪಡಿಸುವ ಕೆಲಸಕ್ಕೆ ಎಲ್ಲರೂ ಕೈಜೋಡಿಸಬೇಕು ಎಂದರು. ಈ ಬಾರಿ ಚುನಾವಣೆಯಲ್ಲಿ ಪ್ರತಿಯೊಬ್ಬ ಕಾರ್ಯಕರ್ತರು ಹಗಲಿರುಳು ಶ್ರಮಿಸಬೇಕು. ಬಿಜೆಪಿ ಅಭ್ಯರ್ಥಿಯನ್ನು ಗೆಲ್ಲಿಸಬೇಕು ಎಂದು ಹೇಳಿದರು. ಬಿಜೆಪಿ ಸೇರ್ಪಡೆಗೊಂಡ ಉಪ್ಪಾರ ಮುಖಂಡ ಉದ್ಯಮಿ ಚಿನ್ನಸ್ವಾಮಿ ಮಾತನಾಡಿ ಈ ಬಾರಿ ಚುನಾವಣೆಯಲ್ಲಿ ಬಿಜೆಪಿ ಯಿಂದ ಯಾರೇ ಅಭ್ಯರ್ಥಿ ಯಾದರು ನಾವೆಲ್ಲರೂ ಒಗ್ಗಟ್ಟಿನಿಂದ ದುಡಿದು ನಮ್ಮ ಪಕ್ಷದ ಅಭ್ಯರ್ಥಿಯನ್ನು ಗೆಲ್ಲಿಸೋಣ. ನಾನು ಕೇಂದ್ರ ಹಾಗೂ ರಾಜ್ಯದಲ್ಲಿ ನಡೆದ ಅಭಿವೃದ್ಧಿ ಕೆಲಸಗಳನ್ನು ನೋಡಿ ಬಿಜೆಪಿ ಸೇರಿದ್ದೇನೆ. ಮುಂದಿನ ದಿನಗಳಲ್ಲಿ ಬಿಜೆಪಿ ಅಭಿವೃದ್ಧಿಗೆ ಶ್ರಮಿಸುತ್ತೇನೆ ಎಂದರು. ಇದೇ ಸಂದರ್ಭದಲ್ಲಿ ಕೇಂದ್ರ ಬರ ಪರಿಹಾರ ಸಮಿತಿ ಅಧ್ಯಕ್ಷರಾದ ರಾಮಚಂದ್ರ, ಜಿಲ್ಲಾ ಪ್ರಧಾನ ಕಾರ್ಯದರ್ಶಿ ನಾಗಶ್ರೀಪ್ರತಾಪ್, ಕೊಲ್ ಕಮಿಟಿ ಸದಸ್ಯ ಡಾ.ಎ.ಆರ್.ಬಾಬು, ಕಾಡಾ ಅಧ್ಯಕ್ಷ ನಿಜಗುಣರಾಜು, ರಾಷ್ಟ್ರೀಯ ಓಬಿಸಿ ಮೋರ್ಚಾದ ಸದಸ್ಯ ನೂರೊಂದುಶೆಟ್ಟಿ, ಪಿ.ಎಲ್.ಡಿ ಬ್ಯಾಂಕ್ ಅಧ್ಯಕ್ಷ ಹೆಚ್.ಎಂ.ಬಸವಣ್ಣ, ಬಿಜೆಪಿ ತಾಲ್ಲೂಕು ಅಧ್ಯಕ್ಷ ಬಸವಣ್ಣ, ಗ್ರಾಮ ಪಂಚಾಯಿತಿ ಸದಸ್ಯರಾದ ಸೋಮಣ್ಣ, ಮಹದೇವಸ್ವಾಮಿ, ಮುಖಂಡರಾದ ಕುಮಾರ್, ನಾರಾಯಣ್, ಮಹೇಶ್, ವಿವೇಕಾನಂದ ಚಕ್ರವರ್ತಿ, ಶಿವಣ್ಣ ಸೇರಿದಂತೆ ನೂರಾರು ಕಾರ್ಯಕರ್ತರು ಹಾಜರಿದ್ದರು. [926,1433,1409,1646]
dateline: ಚಾಮರಾಜನಗರ:- [153,732,219,747]
divider [153,682,780,684]
article-text: ಚಾಮುಂಡೇಶ್ವರಿ ವಿದ್ಯುತ್ ಸರಬರಾಜು ನಿಗಮದ ಸಹಾಯಕ ಕಾರ್ಯಪಾಲಕ ಇಂಜಿನಿಯರ್ ಅವರ ಅಧ್ಯಕ್ಷತೆಯಲ್ಲಿ ಮಾರ್ಚ್ 18 ರಂದು ಬೆಳಿಗ್ಗೆ 11 ಗಂಟೆಗೆ ಸಂತೇಮರಹಳ್ಳಿ ಉಪವಿಭಾಗದ ಕಾಗಲವಾಡಿ ವ್ಯಾಪ್ತಿಯ ಕುಂಭೇಶ್ವರ ಕಾಲೋನಿ ಗ್ರಾಮದಲ್ಲಿ ವಿದ್ಯುತ್ ಅದಾಲತ್ ಕಾರ್ಯಕ್ರಮವನ್ನು ಆಯೋಜಿಸಿದೆ. ಸಾರ್ವಜನಿಕರು ಸಭೆಗೆ ಹಾಜರಾಗಿ ವಿದ್ಯುತ್ ಸಂಬಂಧಿತ ಕುಂದು ಕೊರತೆ ಬಗ್ಗೆ ಸಭೆಯಲ್ಲಿ ತಿಳಿಸಬಹುದು ಎಂದು ನಿಗಮದ ಸಹಾಯಕ ಕಾರ್ಯನಿರ್ವಾಹಕ ಇಂಜಿನಿಯರ್ ಪ್ರಕಟಣೆಯಲ್ಲಿ ತಿಳಿಸಿದ್ದಾರೆ. [153,867,780,915]
divider [790,2083,1409,2085]
banner-shape [471,1411,721,1468]
article-headline-line2: ಬಗ್ಗೆ ಅರಿವು ಅಗತ್ಯ [331,1328,603,1383]
column-divider [784,180,785,2327]
left-margin-rule [0,1137,105,1138]
masthead [565,142,1025,171]
dateline: ಚಾಮರಾಜನಗರ:- [153,867,219,882]
divider [790,1189,1409,1191]
article-body [153,1177,780,1227]
